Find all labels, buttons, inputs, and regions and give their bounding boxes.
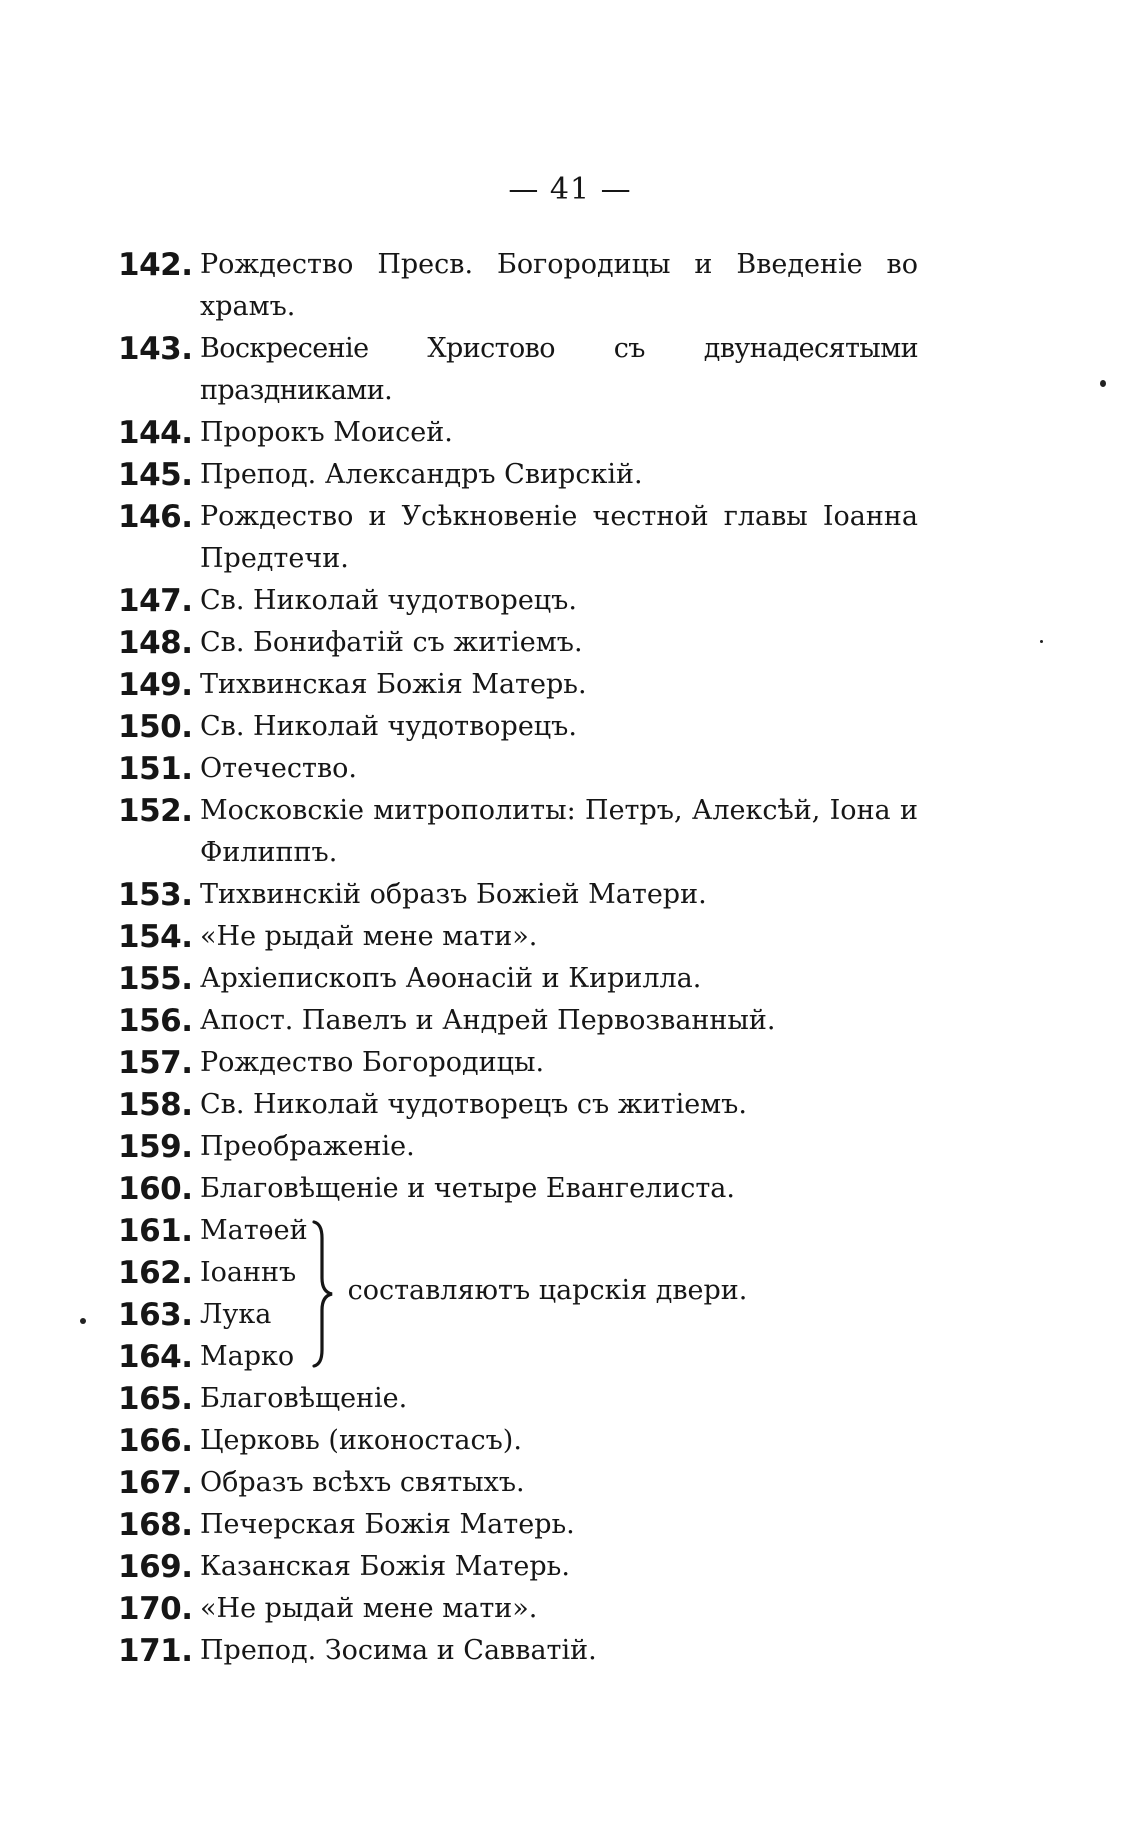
entry-number: 154. bbox=[118, 919, 193, 955]
entry-text: Матѳей bbox=[200, 1215, 308, 1246]
entry-number: 147. bbox=[118, 583, 193, 619]
list-item bbox=[118, 1210, 308, 1252]
entry-text: Отечество. bbox=[200, 753, 357, 784]
list-item bbox=[118, 580, 918, 622]
entry-text: Препод. Александръ Свирскій. bbox=[200, 459, 643, 490]
entry-number: 145. bbox=[118, 457, 193, 493]
entry-number: 162. bbox=[118, 1255, 193, 1291]
entry-number: 167. bbox=[118, 1465, 193, 1501]
entry-text: Рождество и Усѣкновеніе честной главы Іоанна Предтечи. bbox=[200, 501, 918, 574]
list-item bbox=[118, 1504, 918, 1546]
list-item bbox=[118, 1294, 308, 1336]
evangelists-caption: составляютъ царскія двери. bbox=[347, 1275, 748, 1306]
list-item bbox=[118, 1168, 918, 1210]
list-item bbox=[118, 1378, 918, 1420]
evangelists-group bbox=[118, 1210, 918, 1378]
list-item bbox=[118, 706, 918, 748]
entry-number: 152. bbox=[118, 793, 193, 829]
list-item bbox=[118, 1000, 918, 1042]
entry-number: 163. bbox=[118, 1297, 193, 1333]
list-item bbox=[118, 622, 918, 664]
entry-number: 149. bbox=[118, 667, 193, 703]
entry-number: 142. bbox=[118, 247, 193, 283]
entry-number: 150. bbox=[118, 709, 193, 745]
list-item bbox=[118, 1420, 918, 1462]
entry-text: Тихвинская Божія Матерь. bbox=[200, 669, 587, 700]
entry-number: 148. bbox=[118, 625, 193, 661]
entry-text: Благовѣщеніе. bbox=[200, 1383, 408, 1414]
entry-number: 171. bbox=[118, 1633, 193, 1669]
list-item bbox=[118, 1126, 918, 1168]
list-item bbox=[118, 1084, 918, 1126]
list-item bbox=[118, 874, 918, 916]
list-item bbox=[118, 412, 918, 454]
entry-text: Преображеніе. bbox=[200, 1131, 415, 1162]
entry-text: Св. Бонифатій съ житіемъ. bbox=[200, 627, 583, 658]
entry-text: «Не рыдай мене мати». bbox=[200, 1593, 538, 1624]
entry-number: 144. bbox=[118, 415, 193, 451]
evangelists-list bbox=[118, 1210, 308, 1378]
curly-brace-icon bbox=[308, 1216, 342, 1372]
entry-number: 166. bbox=[118, 1423, 193, 1459]
page-number: — 41 — bbox=[508, 172, 632, 207]
entry-text: Пророкъ Моисей. bbox=[200, 417, 453, 448]
ink-speck bbox=[80, 1318, 86, 1324]
entry-number: 153. bbox=[118, 877, 193, 913]
entry-text: Казанская Божія Матерь. bbox=[200, 1551, 570, 1582]
entry-text: Св. Николай чудотворецъ. bbox=[200, 585, 577, 616]
list-item bbox=[118, 748, 918, 790]
list-item bbox=[118, 1042, 918, 1084]
list-item bbox=[118, 1462, 918, 1504]
list-item bbox=[118, 1252, 308, 1294]
entry-text: Печерская Божія Матерь. bbox=[200, 1509, 575, 1540]
entry-number: 151. bbox=[118, 751, 193, 787]
entry-text: Воскресеніе Христово съ двунадесятыми праздниками. bbox=[200, 333, 918, 406]
entry-text: Церковь (иконостасъ). bbox=[200, 1425, 522, 1456]
entry-number: 165. bbox=[118, 1381, 193, 1417]
entry-text: Лука bbox=[200, 1299, 272, 1330]
entry-number: 161. bbox=[118, 1213, 193, 1249]
entry-number: 146. bbox=[118, 499, 193, 535]
list-item bbox=[118, 958, 918, 1000]
entry-number: 159. bbox=[118, 1129, 193, 1165]
list-item bbox=[118, 1588, 918, 1630]
entry-list bbox=[118, 244, 918, 1672]
entry-text: Св. Николай чудотворецъ съ житіемъ. bbox=[200, 1089, 747, 1120]
entry-text: Рождество Богородицы. bbox=[200, 1047, 545, 1078]
ink-speck bbox=[1100, 380, 1106, 387]
entry-text: Іоаннъ bbox=[200, 1257, 297, 1288]
entry-number: 160. bbox=[118, 1171, 193, 1207]
list-item bbox=[118, 1546, 918, 1588]
entry-text: Благовѣщеніе и четыре Евангелиста. bbox=[200, 1173, 735, 1204]
entry-text: Образъ всѣхъ святыхъ. bbox=[200, 1467, 525, 1498]
list-item bbox=[118, 244, 918, 328]
list-item bbox=[118, 496, 918, 580]
ink-speck bbox=[1040, 640, 1043, 643]
entry-text: Московскіе митрополиты: Петръ, Алексѣй, Іона и Филиппъ. bbox=[200, 795, 918, 868]
entry-text: Марко bbox=[200, 1341, 295, 1372]
list-item bbox=[118, 1336, 308, 1378]
list-item bbox=[118, 916, 918, 958]
entry-text: «Не рыдай мене мати». bbox=[200, 921, 538, 952]
entry-number: 168. bbox=[118, 1507, 193, 1543]
entry-text: Рождество Пресв. Богородицы и Введеніе во храмъ. bbox=[200, 249, 918, 322]
entry-number: 157. bbox=[118, 1045, 193, 1081]
entry-text: Архіепископъ Аѳонасій и Кирилла. bbox=[200, 963, 702, 994]
entry-number: 158. bbox=[118, 1087, 193, 1123]
list-item bbox=[118, 664, 918, 706]
entry-number: 169. bbox=[118, 1549, 193, 1585]
entry-number: 164. bbox=[118, 1339, 193, 1375]
list-item bbox=[118, 790, 918, 874]
entry-text: Св. Николай чудотворецъ. bbox=[200, 711, 577, 742]
list-item bbox=[118, 454, 918, 496]
entry-number: 156. bbox=[118, 1003, 193, 1039]
entry-text: Апост. Павелъ и Андрей Первозванный. bbox=[200, 1005, 776, 1036]
entry-text: Тихвинскій образъ Божіей Матери. bbox=[200, 879, 707, 910]
entry-number: 143. bbox=[118, 331, 193, 367]
entry-number: 170. bbox=[118, 1591, 193, 1627]
entry-text: Препод. Зосима и Савватій. bbox=[200, 1635, 597, 1666]
list-item bbox=[118, 328, 918, 412]
list-item bbox=[118, 1630, 918, 1672]
entry-number: 155. bbox=[118, 961, 193, 997]
